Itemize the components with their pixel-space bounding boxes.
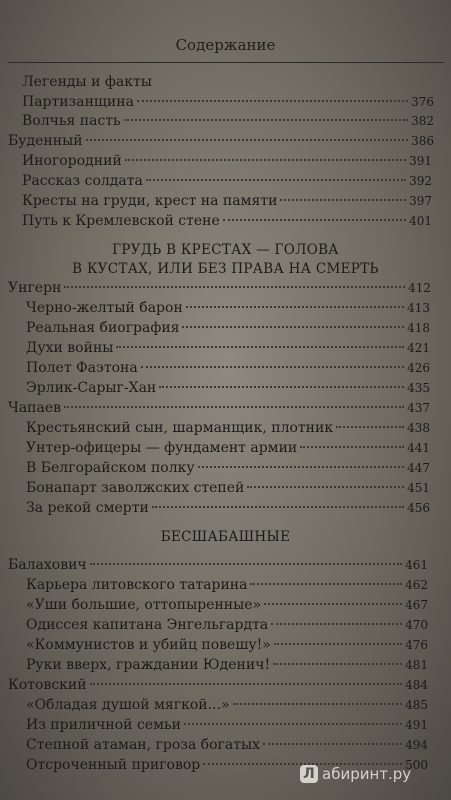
toc-entry: Унтер-офицеры — фундамент армии 441 [26,440,430,456]
toc-entry: «Коммунистов и убийц повешу!» 476 [26,637,428,653]
watermark [300,765,411,783]
section-heading: БЕСШАБАШНЫЕ [160,529,291,545]
toc-entry: Волчья пасть 382 [22,113,434,129]
toc-entry: Крестьянский сын, шарманщик, плотник 438 [26,420,430,436]
toc-entry: Эрлик-Сарыг-Хан 435 [26,380,430,396]
toc-entry: Рассказ солдата 392 [22,173,432,189]
section-heading: ГРУДЬ В КРЕСТАХ — ГОЛОВА [112,242,339,258]
toc-entry: Одиссея капитана Энгельгардта 470 [26,617,428,633]
toc-entry: За рекой смерти 456 [26,500,430,516]
toc-entry: Реальная биография 418 [26,320,430,336]
toc-entry: «Уши большие, оттопыренные» 467 [26,597,428,613]
toc-entry: «Обладая душой мягкой...» 485 [26,697,428,713]
toc-entry: Духи войны 421 [26,340,430,356]
toc-entry: Руки вверх, граждании Юденич! 481 [26,657,428,673]
toc-entry: Отсроченный приговор 500 [26,757,428,773]
toc-entry: Кресты на груди, крест на памяти 397 [22,193,432,209]
toc-entry: Чапаев 437 [8,400,430,416]
toc-entry: Буденный 386 [8,133,434,149]
toc-entry: Унгерн 412 [8,280,431,296]
section-heading: В КУСТАХ, ИЛИ БЕЗ ПРАВА НА СМЕРТЬ [72,261,379,277]
toc-entry: Черно-желтый барон 413 [26,300,430,316]
toc-entry: В Белгорайском полку 447 [26,460,430,476]
labirint-logo-icon: Л [300,765,318,783]
toc-entry: Из приличной семьи 491 [26,717,428,733]
watermark-text: абиринт.ру [322,765,412,783]
toc-entry: Путь к Кремлевской стене 401 [22,213,432,229]
toc-entry: Полет Фаэтона 426 [26,360,430,376]
toc-entry: Степной атаман, гроза богатых 494 [26,737,428,753]
toc-entry: Партизанщина 376 [22,94,434,110]
toc-entry: Иногородний 391 [22,153,432,169]
toc-entry: Карьера литовского татарина 462 [26,577,428,593]
toc-entry: Бонапарт заволжских степей 451 [26,480,430,496]
page-header: Содержание [175,36,276,54]
header-rule [8,62,444,63]
toc-entry: Легенды и факты [22,74,152,90]
toc-entry: Балахович 461 [8,557,428,573]
toc-entry: Котовский 484 [8,677,428,693]
